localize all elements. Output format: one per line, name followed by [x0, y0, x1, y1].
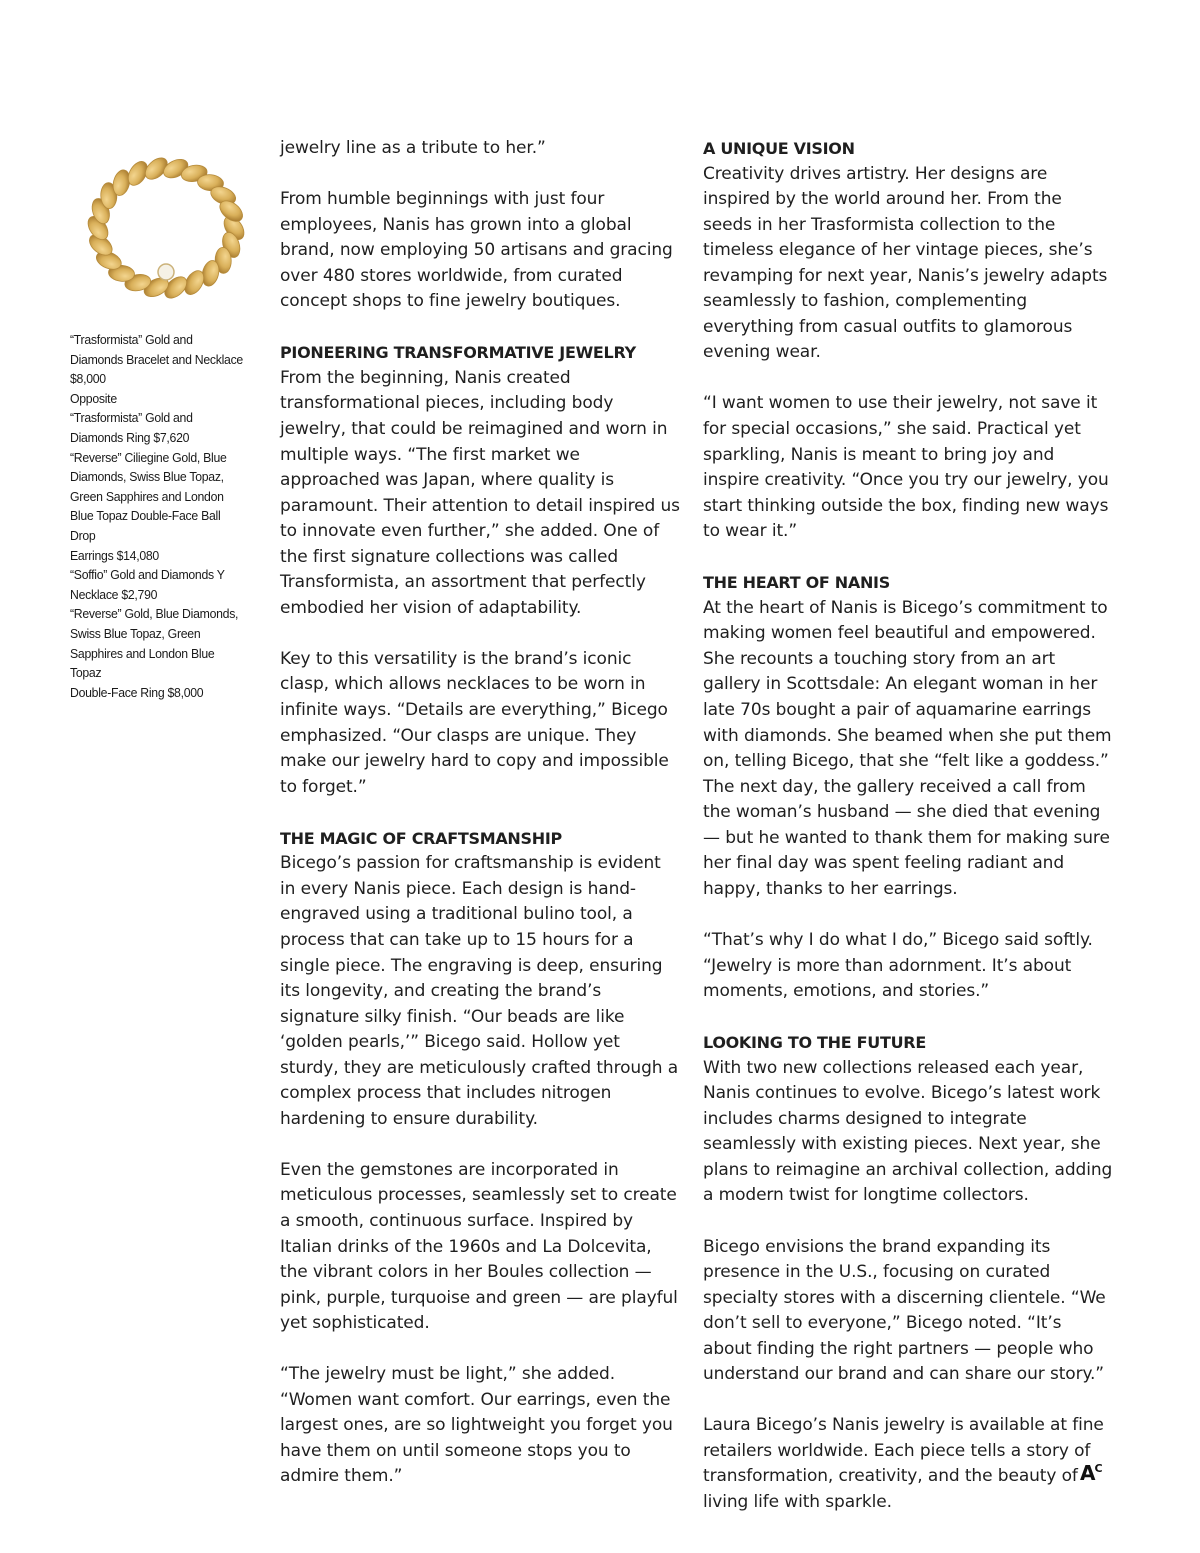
- image-caption: [70, 330, 247, 702]
- magazine-logo: [1080, 1461, 1102, 1485]
- paragraph: With two new collections released each year, Nanis continues to evolve. Bicego’s latest work includes charms designed to integrate seamlessly with existing pieces. Next year, she plans to reimagine an archival collection, adding a modern twist for longtime collectors.: [703, 1057, 1113, 1206]
- bracelet-image: [76, 140, 256, 320]
- caption-line: Blue Topaz Double-Face Ball Drop: [70, 508, 221, 543]
- paragraph: “The jewelry must be light,” she added. “Women want comfort. Our earrings, even the largest ones, are so lightweight you forget you have them on until someone stops you to admire them.”: [280, 1364, 673, 1487]
- paragraph: From the beginning, Nanis created transformational pieces, including body jewelry, that could be reimagined and worn in multiple ways. “The first market we approached was Japan, where quality is paramount. Their attention to detail inspired us to innovate even further,” she added. One of the first signature collections was called Transformista, an assortment that perfectly embodied her vision of adaptability.: [280, 367, 680, 618]
- paragraph: Creativity drives artistry. Her designs are inspired by the world around her. From the seeds in her Trasformista collection to the timeless elegance of her vintage pieces, she’s revamping for next year, Nanis’s jewelry adapts seamlessly to fashion, complementing everything from casual outfits to glamorous evening wear.: [703, 163, 1108, 363]
- paragraph: “I want women to use their jewelry, not save it for special occasions,” she said. Practical yet sparkling, Nanis is meant to bring joy and inspire creativity. “Once you try our jewelry, you start thinking outside the box, finding new ways to wear it.”: [703, 393, 1109, 542]
- caption-line: Double-Face Ring $8,000: [70, 684, 204, 700]
- paragraph: jewelry line as a tribute to her.”: [280, 138, 546, 158]
- paragraph: Bicego envisions the brand expanding its presence in the U.S., focusing on curated specialty stores with a discerning clientele. “We don’t sell to everyone,” Bicego noted. “It’s about finding the right partners — people who understand our brand and can share our story.”: [703, 1236, 1106, 1385]
- caption-line: Diamonds Bracelet and Necklace: [70, 351, 243, 367]
- logo-main: A: [1080, 1461, 1095, 1485]
- section-heading: LOOKING TO THE FUTURE: [703, 1033, 926, 1053]
- section-heading: THE MAGIC OF CRAFTSMANSHIP: [280, 828, 562, 848]
- paragraph: Laura Bicego’s Nanis jewelry is available at fine retailers worldwide. Each piece tells a story of transformation, creativity, and the beauty of living life with sparkle.: [703, 1415, 1104, 1512]
- section-heading: THE HEART OF NANIS: [703, 573, 890, 593]
- section-heading: PIONEERING TRANSFORMATIVE JEWELRY: [280, 343, 636, 363]
- caption-line: Diamonds Ring $7,620: [70, 429, 190, 445]
- paragraph: Bicego’s passion for craftsmanship is evident in every Nanis piece. Each design is hand-engraved using a traditional bulino tool, a process that can take up to 15 hours for a single piece. The engraving is deep, ensuring its longevity, and creating the brand’s signature silky finish. “Our beads are like ‘golden pearls,’” Bicego said. Hollow yet sturdy, they are meticulously crafted through a complex process that includes nitrogen hardening to ensure durability.: [280, 853, 679, 1129]
- paragraph: Even the gemstones are incorporated in meticulous processes, seamlessly set to create a smooth, continuous surface. Inspired by Italian drinks of the 1960s and La Dolcevita, the vibrant colors in her Boules collection — pink, purple, turquoise and green — are playful yet sophisticated.: [280, 1159, 678, 1334]
- caption-line: Opposite: [70, 390, 117, 406]
- caption-line: “Reverse” Gold, Blue Diamonds,: [70, 606, 239, 622]
- caption-line: Swiss Blue Topaz, Green: [70, 625, 201, 641]
- paragraph: “That’s why I do what I do,” Bicego said softly. “Jewelry is more than adornment. It’s about moments, emotions, and stories.”: [703, 929, 1093, 1002]
- caption-line: Green Sapphires and London: [70, 488, 224, 504]
- caption-line: Necklace $2,790: [70, 586, 158, 602]
- caption-line: “Trasformista” Gold and: [70, 332, 193, 347]
- article-column-middle: [280, 136, 680, 1490]
- caption-line: Sapphires and London Blue Topaz: [70, 645, 215, 681]
- paragraph: At the heart of Nanis is Bicego’s commitment to making women feel beautiful and empowered. She recounts a touching story from an art gallery in Scottsdale: An elegant woman in her late 70s bought a pair of aquamarine earrings with diamonds. She beamed when she put them on, telling Bicego, that she “felt like a goddess.” The next day, the gallery received a call from the woman’s husband — she died that evening — but he wanted to thank them for making sure her final day was spent feeling radiant and happy, thanks to her earrings.: [703, 597, 1112, 899]
- caption-line: Diamonds, Swiss Blue Topaz,: [70, 469, 224, 485]
- caption-line: “Reverse” Ciliegine Gold, Blue: [70, 449, 227, 465]
- caption-line: Earrings $14,080: [70, 547, 159, 563]
- article-column-right: [703, 136, 1113, 1516]
- paragraph: Key to this versatility is the brand’s iconic clasp, which allows necklaces to be worn in infinite ways. “Details are everything,” Bicego emphasized. “Our clasps are unique. They make our jewelry hard to copy and impossible to forget.”: [280, 648, 669, 797]
- caption-line: “Soffio” Gold and Diamonds Y: [70, 567, 225, 583]
- caption-line: “Trasformista” Gold and: [70, 410, 193, 426]
- section-heading: A UNIQUE VISION: [703, 139, 855, 158]
- logo-sup: C: [1094, 1462, 1102, 1475]
- paragraph: From humble beginnings with just four employees, Nanis has grown into a global brand, now employing 50 artisans and gracing over 480 stores worldwide, from curated concept shops to fine jewelry boutiques.: [280, 189, 673, 312]
- caption-line: $8,000: [70, 371, 106, 387]
